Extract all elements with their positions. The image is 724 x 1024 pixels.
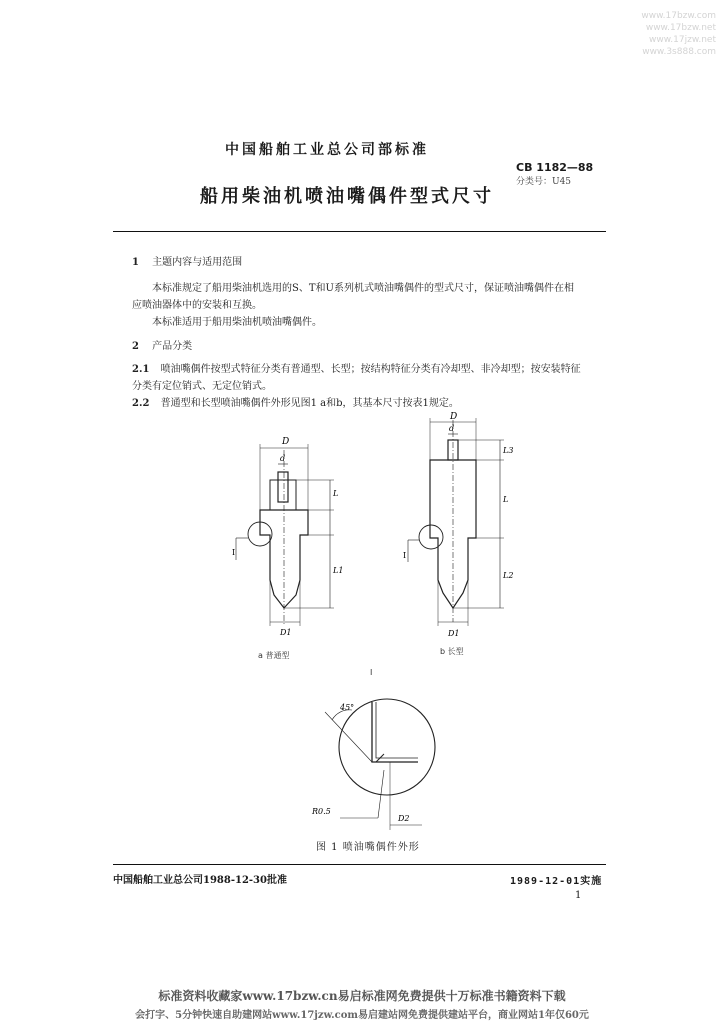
angle-label: 45°: [340, 703, 355, 712]
detail-mark-label: I: [370, 668, 373, 677]
dim-label: L: [333, 489, 339, 498]
dim-label: L3: [503, 446, 514, 455]
watermark-line: www.17bzw.net: [645, 23, 716, 33]
paragraph: 本标准规定了船用柴油机选用的S、T和U系列机式喷油嘴偶件的型式尺寸，保证喷油嘴偶件在相: [152, 283, 574, 294]
section-1-heading: [132, 254, 242, 271]
section-number: 2: [132, 341, 139, 352]
dim-label: D1: [280, 628, 292, 637]
section-2-heading: [132, 338, 192, 355]
dim-label: D: [282, 437, 290, 447]
clause-text: 普通型和长型喷油嘴偶件外形见图1 a和b，其基本尺寸按表1规定。: [160, 398, 459, 409]
paragraph: 本标准适用于船用柴油机喷油嘴偶件。: [152, 317, 322, 328]
watermark-line: www.17bzw.com: [641, 11, 716, 21]
paragraph: 分类有定位销式、无定位销式。: [132, 381, 272, 392]
header-divider: [113, 231, 606, 232]
dim-label: D: [450, 412, 458, 422]
dim-label: d: [449, 424, 455, 433]
footer-divider: [113, 864, 606, 865]
detail-mark: I: [232, 548, 236, 557]
effective-date: 1989-12-01实施: [510, 876, 603, 887]
watermark-line: www.3s888.com: [642, 47, 716, 57]
category-number: 分类号：U45: [516, 177, 572, 187]
radius-label: R0.5: [312, 807, 331, 816]
clause-2-1: [132, 361, 581, 378]
detail-i-drawing: [300, 690, 450, 835]
figure-b-drawing: [400, 410, 530, 645]
section-title: 主题内容与适用范围: [152, 257, 243, 268]
figure-b-label: b 长型: [440, 647, 464, 656]
dim-label: L: [503, 495, 509, 504]
figure-a-drawing: [230, 430, 360, 660]
dim-label: D2: [398, 814, 410, 823]
figure-a-label: a 普通型: [258, 651, 290, 660]
watermark-top: [641, 10, 716, 58]
dim-label: L1: [333, 566, 344, 575]
dim-label: L2: [503, 571, 514, 580]
section-title: 产品分类: [152, 341, 193, 352]
watermark-line: www.17jzw.net: [649, 35, 716, 45]
clause-number: 2.1: [132, 364, 150, 375]
org-title: 中国船舶工业总公司部标准: [225, 142, 429, 158]
dim-label: d: [280, 454, 286, 463]
approval-text: 中国船舶工业总公司1988-12-30批准: [113, 875, 287, 886]
dim-label: D1: [448, 629, 460, 638]
figure-caption: 图 1 喷油嘴偶件外形: [316, 842, 420, 853]
clause-text: 喷油嘴偶件按型式特征分类有普通型、长型；按结构特征分类有冷却型、非冷却型；按安装特征: [160, 364, 581, 375]
detail-mark: I: [403, 551, 407, 560]
section-number: 1: [132, 257, 139, 268]
main-title: 船用柴油机喷油嘴偶件型式尺寸: [200, 186, 494, 207]
page-number: 1: [575, 890, 582, 901]
clause-number: 2.2: [132, 398, 150, 409]
paragraph: 应喷油器体中的安装和互换。: [132, 300, 262, 311]
standard-number: CB 1182—88: [516, 161, 594, 174]
bottom-watermark-line1: 标准资料收藏家www.17bzw.cn易启标准网免费提供十万标准书籍资料下载: [158, 989, 566, 1003]
bottom-watermark-line2: 会打字、5分钟快速自助建网站www.17jzw.com易启建站网免费提供建站平台，商业网站1年仅60元: [135, 1010, 589, 1021]
